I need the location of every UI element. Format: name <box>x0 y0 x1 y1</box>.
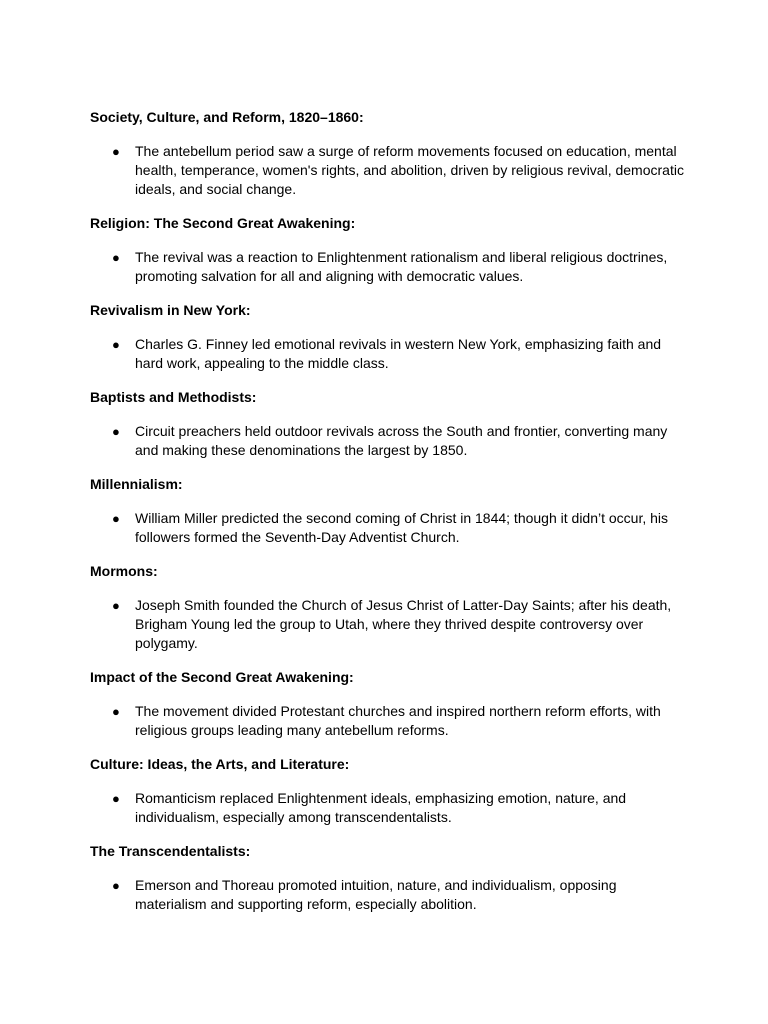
bullet-item <box>90 335 688 373</box>
section-heading: Mormons: <box>90 563 158 579</box>
bullet-item <box>90 789 688 827</box>
bullet-dot-icon: ● <box>112 598 120 613</box>
bullet-dot-icon: ● <box>112 337 120 352</box>
bullet-list <box>90 422 688 460</box>
section-revivalism-new-york <box>90 301 688 373</box>
section-transcendentalists <box>90 842 688 914</box>
section-heading: Revivalism in New York: <box>90 302 251 318</box>
section-society-culture-reform <box>90 108 688 199</box>
section-millennialism <box>90 475 688 547</box>
bullet-list <box>90 335 688 373</box>
bullet-item <box>90 702 688 740</box>
bullet-item <box>90 142 688 199</box>
bullet-text: Joseph Smith founded the Church of Jesus Christ of Latter-Day Saints; after his death, Brigham Young led the group to Utah, where they thrived despite controversy over polygamy. <box>135 597 672 651</box>
section-heading: Impact of the Second Great Awakening: <box>90 669 354 685</box>
bullet-list <box>90 509 688 547</box>
section-heading: The Transcendentalists: <box>90 843 251 859</box>
bullet-item <box>90 596 688 653</box>
bullet-item <box>90 509 688 547</box>
bullet-text: The antebellum period saw a surge of reform movements focused on education, mental health, temperance, women's rights, and abolition, driven by religious revival, democratic ideals, and social change. <box>135 143 684 197</box>
bullet-text: Emerson and Thoreau promoted intuition, nature, and individualism, opposing materialism and supporting reform, especially abolition. <box>135 877 617 912</box>
section-heading: Culture: Ideas, the Arts, and Literature: <box>90 756 350 772</box>
section-baptists-methodists <box>90 388 688 460</box>
bullet-text: The movement divided Protestant churches and inspired northern reform efforts, with religious groups leading many antebellum reforms. <box>135 703 661 738</box>
bullet-dot-icon: ● <box>112 878 120 893</box>
section-second-great-awakening <box>90 214 688 286</box>
section-heading: Millennialism: <box>90 476 183 492</box>
section-heading: Religion: The Second Great Awakening: <box>90 215 356 231</box>
section-impact-awakening <box>90 668 688 740</box>
bullet-item <box>90 422 688 460</box>
section-heading: Baptists and Methodists: <box>90 389 257 405</box>
section-heading: Society, Culture, and Reform, 1820–1860: <box>90 109 364 125</box>
bullet-text: Romanticism replaced Enlightenment ideals, emphasizing emotion, nature, and individualism, especially among transcendentalists. <box>135 790 627 825</box>
bullet-list <box>90 876 688 914</box>
section-mormons <box>90 562 688 653</box>
bullet-dot-icon: ● <box>112 704 120 719</box>
section-culture-ideas-arts <box>90 755 688 827</box>
bullet-list <box>90 702 688 740</box>
bullet-text: William Miller predicted the second coming of Christ in 1844; though it didn’t occur, his followers formed the Seventh-Day Adventist Church. <box>135 510 669 545</box>
bullet-item <box>90 876 688 914</box>
bullet-dot-icon: ● <box>112 791 120 806</box>
bullet-list <box>90 248 688 286</box>
bullet-list <box>90 596 688 653</box>
bullet-text: Charles G. Finney led emotional revivals in western New York, emphasizing faith and hard work, appealing to the middle class. <box>135 336 662 371</box>
bullet-list <box>90 789 688 827</box>
bullet-item <box>90 248 688 286</box>
bullet-list <box>90 142 688 199</box>
bullet-dot-icon: ● <box>112 250 120 265</box>
bullet-dot-icon: ● <box>112 511 120 526</box>
bullet-text: The revival was a reaction to Enlightenment rationalism and liberal religious doctrines, promoting salvation for all and aligning with democratic values. <box>135 249 668 284</box>
bullet-dot-icon: ● <box>112 144 120 159</box>
bullet-text: Circuit preachers held outdoor revivals across the South and frontier, converting many and making these denominations the largest by 1850. <box>135 423 668 458</box>
bullet-dot-icon: ● <box>112 424 120 439</box>
